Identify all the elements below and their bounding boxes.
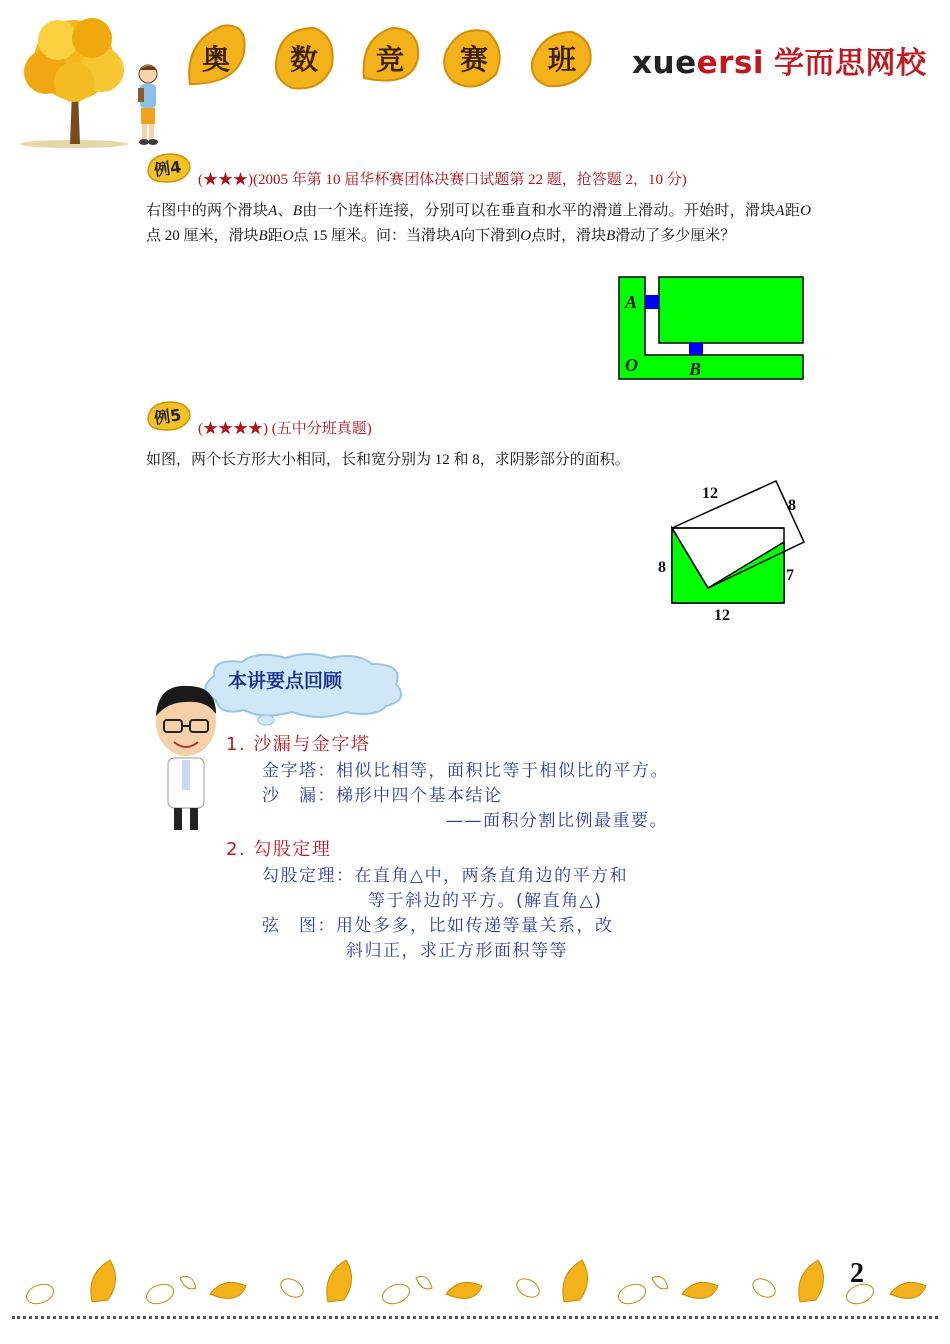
review-section2-heading: 2. 勾股定理 [226, 839, 332, 860]
label-8-top-right: 8 [788, 497, 796, 514]
label-12-bottom: 12 [714, 607, 730, 624]
big-rect [659, 277, 803, 343]
label-8-left: 8 [658, 559, 666, 576]
example-heading: (★★★)(2005 年第 10 届华杯赛团体决赛口试题第 22 题，抢答题 2，10 分) [198, 172, 687, 188]
example-tag-label: 例5 [152, 405, 183, 428]
example-text: 如图，两个长方形大小相同，长和宽分别为 12 和 8，求阴影部分的面积。 [146, 452, 630, 468]
example-tag [146, 152, 192, 184]
example-text: 右图中的两个滑块A、B由一个连杆连接，分别可以在垂直和水平的滑道上滑动。开始时，滑块A距O点 20 厘米，滑块B距O点 15 厘米。问：当滑块A向下滑到O点时，滑块B滑动了多少厘米？ [146, 203, 811, 244]
example-tag [146, 400, 192, 432]
review-line: 金字塔：相似比相等，面积比等于相似比的平方。 [262, 761, 669, 781]
brand-suffix: ersi [696, 45, 764, 81]
brand-chinese: 学而思网校 [773, 46, 927, 81]
brand-prefix: xue [632, 45, 697, 81]
title-leaf-4 [440, 22, 508, 94]
leaf-border-icon [10, 1254, 940, 1314]
footer-divider [12, 1316, 938, 1319]
slider-figure [617, 275, 807, 383]
label-b: B [689, 359, 702, 379]
rectangles-figure [650, 476, 820, 628]
teacher-figure-icon [146, 680, 226, 832]
title-leaf-1 [182, 22, 250, 94]
review-title: 本讲要点回顾 [228, 670, 343, 692]
title-leaf-2 [270, 22, 338, 94]
slider-b [689, 343, 703, 355]
review-line: ——面积分割比例最重要。 [446, 811, 668, 831]
label-12-top: 12 [702, 485, 718, 502]
boy-figure-icon [130, 62, 170, 146]
review-line: 等于斜边的平方。(解直角△) [368, 891, 603, 911]
title-leaf-5 [528, 22, 596, 94]
example-heading: (★★★★) (五中分班真题) [198, 421, 372, 437]
example-tag-label: 例4 [152, 157, 183, 180]
review-line: 斜归正，求正方形面积等等 [346, 941, 568, 961]
review-line: 勾股定理：在直角△中，两条直角边的平方和 [262, 866, 629, 886]
title-leaf-3 [356, 22, 424, 94]
label-o: O [625, 355, 638, 375]
slider-a [645, 295, 659, 309]
title-char: 竞 [375, 43, 404, 76]
review-section1-heading: 1. 沙漏与金字塔 [226, 734, 371, 755]
label-7-right: 7 [786, 567, 794, 584]
autumn-tree-icon [18, 12, 130, 148]
brand-logo [632, 38, 926, 82]
title-char: 奥 [201, 43, 230, 76]
title-char: 数 [289, 43, 318, 76]
review-line: 沙 漏：梯形中四个基本结论 [262, 786, 503, 806]
review-line: 弦 图：用处多多，比如传递等量关系，改 [262, 916, 614, 936]
title-char: 班 [547, 43, 576, 76]
label-a: A [625, 292, 638, 312]
page-number: 2 [850, 1258, 864, 1289]
title-char: 赛 [459, 43, 488, 76]
